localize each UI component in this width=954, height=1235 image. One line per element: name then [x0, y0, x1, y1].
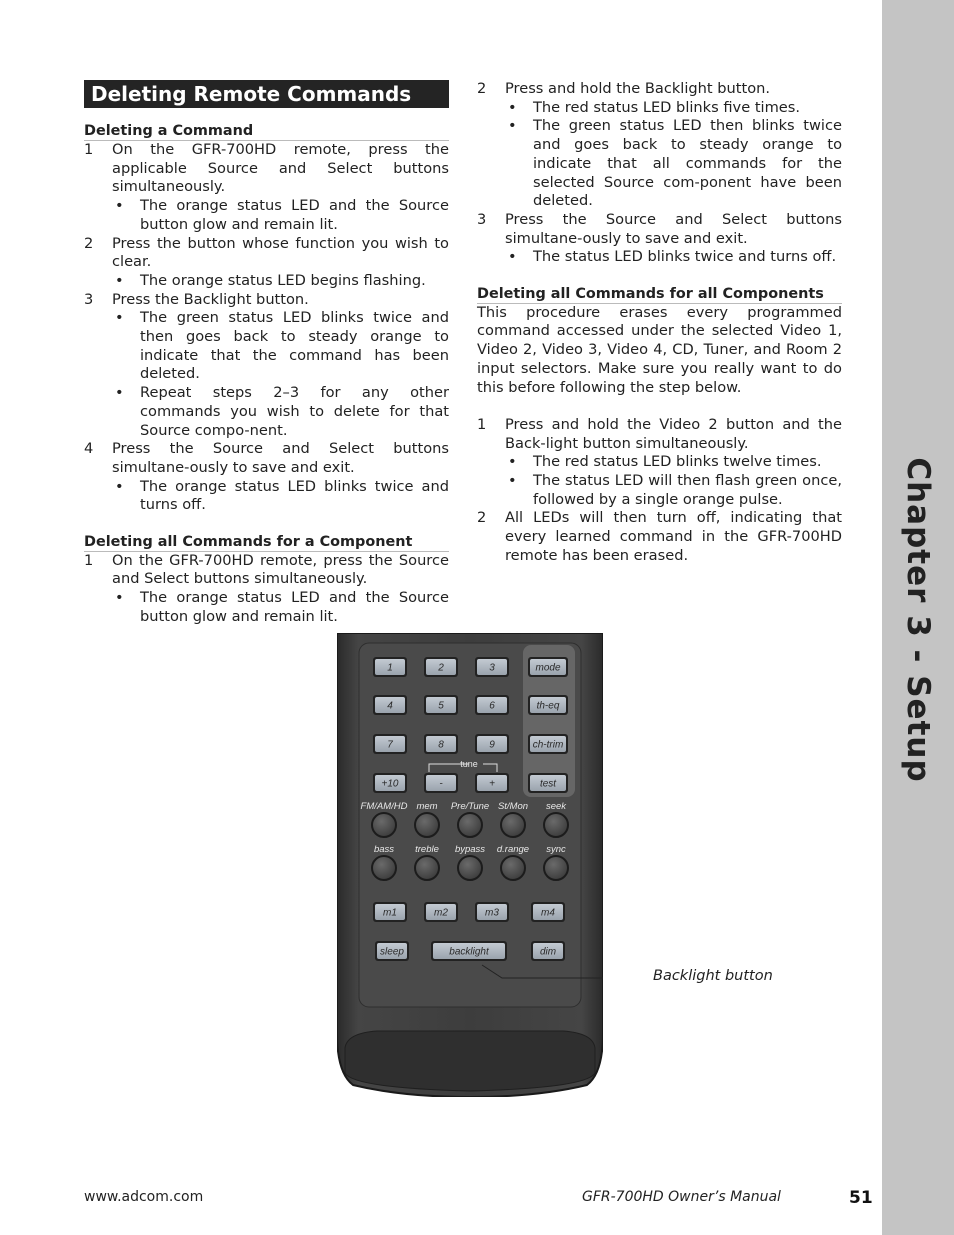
- bullet-mark: •: [508, 472, 517, 490]
- bullet: [112, 384, 449, 440]
- th-eq-key[interactable]: [528, 695, 568, 715]
- chapter-title: Chapter 3 - Setup: [900, 457, 936, 783]
- key-label: +10: [381, 778, 399, 790]
- step-number: 2: [84, 234, 94, 252]
- treble-label: treble: [415, 844, 439, 855]
- step-text: Press and hold the Backlight button.: [505, 80, 771, 97]
- step-number: 3: [84, 290, 94, 308]
- st-mon-label: St/Mon: [497, 801, 529, 812]
- remote-illustration: [337, 633, 603, 1097]
- left-column: [84, 80, 449, 627]
- step-number: 2: [477, 80, 487, 97]
- bullet: [505, 117, 842, 211]
- key-label: m1: [383, 907, 397, 919]
- step-text: Press the Source and Select buttons simultane-ously to save and exit.: [112, 440, 449, 476]
- bullet-text: The orange status LED blinks twice and turns off.: [140, 477, 449, 514]
- key-label: 4: [387, 700, 393, 712]
- step-text: Press the button whose function you wish to clear.: [112, 234, 449, 271]
- step-3: [477, 211, 842, 248]
- 5-key[interactable]: [424, 695, 458, 715]
- bullet-mark: •: [115, 271, 124, 289]
- d-range-button[interactable]: [501, 856, 525, 880]
- key-label: mode: [535, 662, 561, 674]
- bullet-text: The red status LED blinks five times.: [533, 98, 801, 116]
- seek-label: seek: [545, 801, 567, 812]
- right-column: [477, 80, 842, 566]
- bullet: [505, 453, 842, 472]
- step-2: [477, 509, 842, 565]
- key-label: 1: [387, 662, 393, 674]
- step-1: [84, 552, 449, 589]
- step-2: [477, 80, 842, 99]
- bullet-mark: •: [508, 248, 517, 266]
- key-label: 8: [438, 739, 444, 751]
- step-text: Press the Backlight button.: [112, 290, 309, 308]
- footer-url: www.adcom.com: [84, 1189, 204, 1205]
- key-label: ch-trim: [532, 739, 564, 751]
- step-text: All LEDs will then turn off, indicating that every learned command in the GFR-700HD remote has been erased.: [505, 509, 842, 564]
- step-text: Press the Source and Select buttons simultane-ously to save and exit.: [505, 210, 842, 247]
- backlight-key[interactable]: [431, 941, 507, 961]
- m1-key[interactable]: [373, 902, 407, 922]
- ch-trim-key[interactable]: [528, 734, 568, 754]
- bullet: [112, 197, 449, 234]
- 2-key[interactable]: [424, 657, 458, 677]
- step-2: [84, 235, 449, 272]
- key-label: sleep: [380, 946, 404, 958]
- intro-paragraph: This procedure erases every programmed command accessed under the selected Video 1, Video 2, Video 3, Video 4, CD, Tuner, and Room 2 input selectors. Make sure you really want to do this before following the step below.: [477, 303, 842, 396]
- 10-key[interactable]: [373, 773, 407, 793]
- bullet-mark: •: [115, 384, 124, 402]
- pre-tune-label: Pre/Tune: [450, 801, 490, 812]
- step-number: 1: [84, 141, 94, 158]
- 3-key[interactable]: [475, 657, 509, 677]
- backlight-callout-label: Backlight button: [653, 968, 773, 984]
- step-1: [477, 416, 842, 453]
- page-number: 51: [849, 1188, 873, 1208]
- bullet-text: The orange status LED and the Source button glow and remain lit.: [140, 589, 449, 625]
- dim-key[interactable]: [531, 941, 565, 961]
- bass-button[interactable]: [372, 856, 396, 880]
- fm-am-hd-label: FM/AM/HD: [360, 801, 408, 812]
- footer-manual-title: GFR-700HD Owner’s Manual: [582, 1189, 781, 1205]
- bullet-mark: •: [508, 98, 517, 116]
- bullet-text: The orange status LED and the Source button glow and remain lit.: [140, 197, 449, 233]
- m3-key[interactable]: [475, 902, 509, 922]
- step-4: [84, 440, 449, 477]
- bypass-button[interactable]: [458, 856, 482, 880]
- key-label: 7: [387, 739, 393, 751]
- key-key[interactable]: [424, 773, 458, 793]
- subhead-deleting-all-commands-component: Deleting all Commands for a Component: [84, 534, 449, 552]
- key-label: +: [489, 778, 495, 790]
- 6-key[interactable]: [475, 695, 509, 715]
- remote-end-cap: [345, 1031, 595, 1091]
- 1-key[interactable]: [373, 657, 407, 677]
- d-range-label: d.range: [496, 844, 530, 855]
- key-label: 3: [489, 662, 495, 674]
- key-label: m2: [434, 907, 448, 919]
- test-key[interactable]: [528, 773, 568, 793]
- bullet: [112, 478, 449, 515]
- step-number: 1: [477, 415, 487, 433]
- key-label: -: [439, 778, 443, 790]
- mem-button[interactable]: [415, 813, 439, 837]
- key-label: backlight: [449, 946, 489, 958]
- bullet-mark: •: [115, 477, 124, 495]
- step-text: Press and hold the Video 2 button and the Back-light button simultaneously.: [505, 415, 842, 452]
- key-label: th-eq: [536, 700, 560, 712]
- bullet: [505, 99, 842, 118]
- bullet-mark: •: [115, 309, 124, 327]
- bass-label: bass: [373, 844, 395, 855]
- 9-key[interactable]: [475, 734, 509, 754]
- bullet-mark: •: [508, 453, 517, 471]
- 7-key[interactable]: [373, 734, 407, 754]
- m2-key[interactable]: [424, 902, 458, 922]
- seek-button[interactable]: [544, 813, 568, 837]
- step-3: [84, 291, 449, 310]
- pre-tune-button[interactable]: [458, 813, 482, 837]
- key-label: m4: [541, 907, 555, 919]
- bullet: [505, 248, 842, 267]
- bullet-text: The green status LED blinks twice and then goes back to steady orange to indicate that the command has been deleted.: [140, 309, 449, 383]
- bullet-mark: •: [508, 117, 517, 135]
- 8-key[interactable]: [424, 734, 458, 754]
- st-mon-button[interactable]: [501, 813, 525, 837]
- bullet: [112, 309, 449, 384]
- bullet-text: The status LED blinks twice and turns off.: [533, 248, 837, 266]
- step-number: 2: [477, 509, 487, 527]
- treble-button[interactable]: [415, 856, 439, 880]
- sync-button[interactable]: [544, 856, 568, 880]
- mem-label: mem: [416, 801, 438, 812]
- m4-key[interactable]: [531, 902, 565, 922]
- bullet-text: The status LED will then flash green once, followed by a single orange pulse.: [533, 472, 842, 508]
- bullet: [112, 272, 449, 291]
- key-label: 6: [489, 700, 495, 712]
- key-label: test: [539, 778, 557, 790]
- key-label: 5: [438, 700, 444, 712]
- bullet-text: The orange status LED begins flashing.: [140, 271, 426, 289]
- key-label: m3: [485, 907, 499, 919]
- step-number: 1: [84, 551, 94, 569]
- subhead-deleting-all-commands-all-components: Deleting all Commands for all Components: [477, 286, 842, 304]
- bullet: [112, 589, 449, 626]
- step-text: On the GFR-700HD remote, press the applicable Source and Select buttons simultaneously.: [112, 141, 449, 196]
- key-label: dim: [539, 946, 557, 958]
- section-heading: Deleting Remote Commands: [84, 80, 449, 108]
- mode-key[interactable]: [528, 657, 568, 677]
- step-1: [84, 141, 449, 197]
- fm-am-hd-button[interactable]: [372, 813, 396, 837]
- 4-key[interactable]: [373, 695, 407, 715]
- key-label: 9: [489, 739, 495, 751]
- bypass-label: bypass: [454, 844, 486, 855]
- sync-label: sync: [546, 844, 566, 855]
- bullet-mark: •: [115, 197, 124, 215]
- subhead-deleting-a-command: Deleting a Command: [84, 123, 449, 141]
- key-label: 2: [438, 662, 444, 674]
- step-number: 3: [477, 210, 487, 228]
- bullet-text: Repeat steps 2–3 for any other commands you wish to delete for that Source compo-nent.: [140, 384, 449, 439]
- bullet-text: The red status LED blinks twelve times.: [533, 453, 822, 471]
- bullet-text: The green status LED then blinks twice and goes back to steady orange to indicate that all commands for the selected Source com-ponent have been deleted.: [533, 117, 842, 210]
- bullet-mark: •: [115, 589, 124, 607]
- step-number: 4: [84, 440, 94, 458]
- bullet: [505, 472, 842, 509]
- key-key[interactable]: [475, 773, 509, 793]
- step-text: On the GFR-700HD remote, press the Source and Select buttons simultaneously.: [112, 551, 449, 588]
- tune-label: tune: [460, 759, 478, 769]
- sleep-key[interactable]: [375, 941, 409, 961]
